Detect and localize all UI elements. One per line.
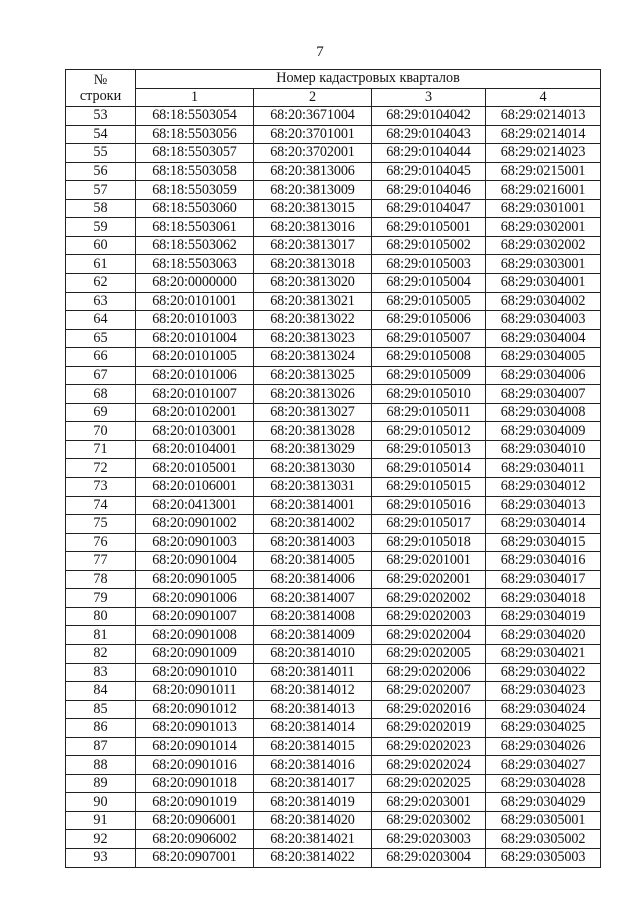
row-number-cell: 82 [66, 644, 136, 663]
cadastral-number-cell: 68:20:3814013 [254, 700, 372, 719]
row-number-cell: 62 [66, 274, 136, 293]
row-number-cell: 59 [66, 218, 136, 237]
table-row [66, 626, 601, 645]
cadastral-number-cell: 68:29:0305001 [486, 811, 601, 830]
table-row [66, 385, 601, 404]
row-number-cell: 63 [66, 292, 136, 311]
cadastral-number-cell: 68:29:0302001 [486, 218, 601, 237]
cadastral-number-cell: 68:20:3814001 [254, 496, 372, 515]
cadastral-number-cell: 68:20:3814019 [254, 793, 372, 812]
cadastral-number-cell: 68:20:3814021 [254, 830, 372, 849]
table-row [66, 848, 601, 867]
cadastral-number-cell: 68:20:0901006 [136, 589, 254, 608]
table-row [66, 440, 601, 459]
cadastral-number-cell: 68:29:0304012 [486, 478, 601, 497]
cadastral-number-cell: 68:20:0901014 [136, 737, 254, 756]
cadastral-number-cell: 68:29:0304011 [486, 459, 601, 478]
row-number-cell: 56 [66, 162, 136, 181]
cadastral-number-cell: 68:29:0304009 [486, 422, 601, 441]
cadastral-number-cell: 68:18:5503057 [136, 144, 254, 163]
table-row [66, 255, 601, 274]
cadastral-number-cell: 68:29:0105006 [372, 311, 486, 330]
cadastral-number-cell: 68:29:0303001 [486, 255, 601, 274]
cadastral-number-cell: 68:29:0214023 [486, 144, 601, 163]
row-number-cell: 66 [66, 348, 136, 367]
cadastral-number-cell: 68:20:3814017 [254, 774, 372, 793]
row-number-cell: 57 [66, 181, 136, 200]
table-body [66, 107, 601, 867]
cadastral-number-cell: 68:20:0101006 [136, 366, 254, 385]
cadastral-number-cell: 68:29:0304013 [486, 496, 601, 515]
cadastral-number-cell: 68:20:0104001 [136, 440, 254, 459]
table-row [66, 719, 601, 738]
row-number-cell: 77 [66, 552, 136, 571]
cadastral-number-cell: 68:18:5503062 [136, 236, 254, 255]
cadastral-number-cell: 68:29:0105014 [372, 459, 486, 478]
row-number-cell: 69 [66, 403, 136, 422]
cadastral-number-cell: 68:29:0105018 [372, 533, 486, 552]
cadastral-number-cell: 68:29:0202006 [372, 663, 486, 682]
cadastral-number-cell: 68:29:0203004 [372, 848, 486, 867]
cadastral-number-cell: 68:20:3813018 [254, 255, 372, 274]
row-number-cell: 81 [66, 626, 136, 645]
table-row [66, 774, 601, 793]
cadastral-number-cell: 68:20:3813006 [254, 162, 372, 181]
cadastral-number-cell: 68:29:0304005 [486, 348, 601, 367]
cadastral-number-cell: 68:20:3813025 [254, 366, 372, 385]
table-row [66, 552, 601, 571]
row-number-cell: 89 [66, 774, 136, 793]
cadastral-number-cell: 68:18:5503059 [136, 181, 254, 200]
cadastral-number-cell: 68:20:3701001 [254, 125, 372, 144]
cadastral-number-cell: 68:20:0105001 [136, 459, 254, 478]
cadastral-number-cell: 68:29:0202004 [372, 626, 486, 645]
row-number-cell: 91 [66, 811, 136, 830]
cadastral-number-cell: 68:20:3814015 [254, 737, 372, 756]
cadastral-number-cell: 68:20:3813029 [254, 440, 372, 459]
row-number-cell: 72 [66, 459, 136, 478]
cadastral-number-cell: 68:20:0413001 [136, 496, 254, 515]
cadastral-number-cell: 68:29:0304029 [486, 793, 601, 812]
column-header-2: 2 [254, 88, 372, 107]
cadastral-number-cell: 68:29:0105004 [372, 274, 486, 293]
cadastral-number-cell: 68:20:3813020 [254, 274, 372, 293]
table-row [66, 793, 601, 812]
cadastral-number-cell: 68:29:0202007 [372, 682, 486, 701]
cadastral-number-cell: 68:20:0901010 [136, 663, 254, 682]
row-number-cell: 76 [66, 533, 136, 552]
cadastral-number-cell: 68:20:3813030 [254, 459, 372, 478]
cadastral-number-cell: 68:29:0105009 [372, 366, 486, 385]
cadastral-number-cell: 68:20:0101004 [136, 329, 254, 348]
table-row [66, 292, 601, 311]
cadastral-number-cell: 68:29:0105005 [372, 292, 486, 311]
row-number-cell: 68 [66, 385, 136, 404]
row-number-cell: 79 [66, 589, 136, 608]
cadastral-number-cell: 68:29:0216001 [486, 181, 601, 200]
row-number-cell: 61 [66, 255, 136, 274]
cadastral-number-cell: 68:29:0304024 [486, 700, 601, 719]
cadastral-number-cell: 68:29:0105008 [372, 348, 486, 367]
row-number-cell: 90 [66, 793, 136, 812]
table-row [66, 107, 601, 126]
row-number-cell: 85 [66, 700, 136, 719]
table-row [66, 478, 601, 497]
cadastral-number-cell: 68:29:0104042 [372, 107, 486, 126]
cadastral-number-cell: 68:29:0304001 [486, 274, 601, 293]
cadastral-number-cell: 68:20:0106001 [136, 478, 254, 497]
cadastral-number-cell: 68:29:0305002 [486, 830, 601, 849]
cadastral-number-cell: 68:20:3813022 [254, 311, 372, 330]
cadastral-number-cell: 68:20:3813026 [254, 385, 372, 404]
table-row [66, 737, 601, 756]
cadastral-number-cell: 68:18:5503060 [136, 199, 254, 218]
row-number-cell: 55 [66, 144, 136, 163]
table-row [66, 366, 601, 385]
cadastral-number-cell: 68:29:0202002 [372, 589, 486, 608]
cadastral-number-cell: 68:18:5503056 [136, 125, 254, 144]
table-row [66, 236, 601, 255]
cadastral-number-cell: 68:29:0214013 [486, 107, 601, 126]
cadastral-number-cell: 68:29:0304018 [486, 589, 601, 608]
row-number-cell: 60 [66, 236, 136, 255]
cadastral-number-cell: 68:29:0304016 [486, 552, 601, 571]
row-number-cell: 92 [66, 830, 136, 849]
row-number-cell: 65 [66, 329, 136, 348]
row-number-cell: 75 [66, 515, 136, 534]
cadastral-number-cell: 68:20:3813023 [254, 329, 372, 348]
column-header-3: 3 [372, 88, 486, 107]
cadastral-number-cell: 68:29:0304006 [486, 366, 601, 385]
table-row [66, 830, 601, 849]
cadastral-number-cell: 68:20:0901011 [136, 682, 254, 701]
row-number-cell: 64 [66, 311, 136, 330]
cadastral-quarters-table [65, 69, 601, 868]
cadastral-number-cell: 68:20:0907001 [136, 848, 254, 867]
cadastral-number-cell: 68:20:3813031 [254, 478, 372, 497]
table-row [66, 570, 601, 589]
row-number-cell: 58 [66, 199, 136, 218]
table-row [66, 496, 601, 515]
cadastral-number-cell: 68:20:0901008 [136, 626, 254, 645]
row-number-cell: 70 [66, 422, 136, 441]
cadastral-number-cell: 68:29:0202025 [372, 774, 486, 793]
cadastral-number-cell: 68:20:0901012 [136, 700, 254, 719]
cadastral-number-cell: 68:29:0105001 [372, 218, 486, 237]
cadastral-number-cell: 68:29:0304007 [486, 385, 601, 404]
column-header-1: 1 [136, 88, 254, 107]
cadastral-number-cell: 68:29:0214014 [486, 125, 601, 144]
header-row-group [66, 70, 601, 89]
cadastral-number-cell: 68:29:0201001 [372, 552, 486, 571]
cadastral-number-cell: 68:20:3814011 [254, 663, 372, 682]
row-number-cell: 53 [66, 107, 136, 126]
cadastral-number-cell: 68:20:0906001 [136, 811, 254, 830]
cadastral-number-cell: 68:18:5503058 [136, 162, 254, 181]
table-row [66, 589, 601, 608]
cadastral-number-cell: 68:29:0304010 [486, 440, 601, 459]
table-row [66, 329, 601, 348]
cadastral-number-cell: 68:20:3813021 [254, 292, 372, 311]
table-row [66, 274, 601, 293]
cadastral-number-cell: 68:20:0000000 [136, 274, 254, 293]
table-row [66, 756, 601, 775]
cadastral-number-cell: 68:29:0105003 [372, 255, 486, 274]
cadastral-number-cell: 68:29:0202019 [372, 719, 486, 738]
column-header-4: 4 [486, 88, 601, 107]
table-row [66, 311, 601, 330]
cadastral-number-cell: 68:20:0901003 [136, 533, 254, 552]
cadastral-number-cell: 68:29:0104046 [372, 181, 486, 200]
table-row [66, 162, 601, 181]
table-row [66, 144, 601, 163]
row-number-cell: 86 [66, 719, 136, 738]
cadastral-number-cell: 68:29:0304028 [486, 774, 601, 793]
cadastral-number-cell: 68:20:0101001 [136, 292, 254, 311]
cadastral-number-cell: 68:29:0304015 [486, 533, 601, 552]
cadastral-number-cell: 68:20:3813027 [254, 403, 372, 422]
row-number-cell: 87 [66, 737, 136, 756]
cadastral-number-cell: 68:29:0304020 [486, 626, 601, 645]
cadastral-number-cell: 68:29:0202016 [372, 700, 486, 719]
cadastral-number-cell: 68:20:3813024 [254, 348, 372, 367]
cadastral-number-cell: 68:20:3814002 [254, 515, 372, 534]
row-number-cell: 83 [66, 663, 136, 682]
cadastral-number-cell: 68:29:0203003 [372, 830, 486, 849]
cadastral-number-cell: 68:29:0304019 [486, 607, 601, 626]
cadastral-number-cell: 68:29:0304008 [486, 403, 601, 422]
cadastral-number-cell: 68:29:0105013 [372, 440, 486, 459]
cadastral-number-cell: 68:20:0102001 [136, 403, 254, 422]
cadastral-number-cell: 68:20:3814005 [254, 552, 372, 571]
table-row [66, 811, 601, 830]
row-number-cell: 88 [66, 756, 136, 775]
row-number-cell: 74 [66, 496, 136, 515]
cadastral-number-cell: 68:29:0105015 [372, 478, 486, 497]
cadastral-number-cell: 68:29:0104044 [372, 144, 486, 163]
cadastral-numbers-group-header: Номер кадастровых кварталов [136, 70, 601, 89]
table-row [66, 682, 601, 701]
cadastral-number-cell: 68:29:0104045 [372, 162, 486, 181]
page-number: 7 [316, 44, 324, 60]
cadastral-number-cell: 68:29:0105016 [372, 496, 486, 515]
cadastral-number-cell: 68:20:3813015 [254, 199, 372, 218]
cadastral-number-cell: 68:29:0304023 [486, 682, 601, 701]
cadastral-number-cell: 68:29:0105011 [372, 403, 486, 422]
cadastral-number-cell: 68:29:0105012 [372, 422, 486, 441]
table-row [66, 199, 601, 218]
cadastral-number-cell: 68:29:0105010 [372, 385, 486, 404]
cadastral-number-cell: 68:29:0105017 [372, 515, 486, 534]
cadastral-number-cell: 68:20:0906002 [136, 830, 254, 849]
cadastral-number-cell: 68:20:3814006 [254, 570, 372, 589]
cadastral-number-cell: 68:20:0901019 [136, 793, 254, 812]
row-number-cell: 93 [66, 848, 136, 867]
cadastral-number-cell: 68:29:0304026 [486, 737, 601, 756]
table-row [66, 348, 601, 367]
row-number-cell: 71 [66, 440, 136, 459]
cadastral-number-cell: 68:20:3814007 [254, 589, 372, 608]
cadastral-number-cell: 68:20:3814012 [254, 682, 372, 701]
table-row [66, 459, 601, 478]
cadastral-number-cell: 68:29:0304025 [486, 719, 601, 738]
cadastral-number-cell: 68:29:0301001 [486, 199, 601, 218]
row-number-header-label: строки [79, 88, 122, 105]
cadastral-number-cell: 68:20:3814014 [254, 719, 372, 738]
cadastral-number-cell: 68:29:0304022 [486, 663, 601, 682]
cadastral-number-cell: 68:20:0901004 [136, 552, 254, 571]
cadastral-number-cell: 68:18:5503054 [136, 107, 254, 126]
cadastral-number-cell: 68:29:0202023 [372, 737, 486, 756]
cadastral-number-cell: 68:20:3702001 [254, 144, 372, 163]
table-row [66, 607, 601, 626]
table-row [66, 533, 601, 552]
table-row [66, 403, 601, 422]
cadastral-number-cell: 68:20:3814009 [254, 626, 372, 645]
cadastral-number-cell: 68:20:0901007 [136, 607, 254, 626]
cadastral-number-cell: 68:18:5503061 [136, 218, 254, 237]
cadastral-number-cell: 68:29:0305003 [486, 848, 601, 867]
cadastral-number-cell: 68:20:0101007 [136, 385, 254, 404]
cadastral-number-cell: 68:20:0901005 [136, 570, 254, 589]
cadastral-number-cell: 68:20:0901013 [136, 719, 254, 738]
table-header [66, 70, 601, 107]
cadastral-number-cell: 68:29:0304014 [486, 515, 601, 534]
cadastral-number-cell: 68:20:0901002 [136, 515, 254, 534]
cadastral-number-cell: 68:29:0215001 [486, 162, 601, 181]
cadastral-number-cell: 68:29:0203001 [372, 793, 486, 812]
table-row [66, 515, 601, 534]
cadastral-number-cell: 68:20:0101003 [136, 311, 254, 330]
cadastral-number-cell: 68:29:0105002 [372, 236, 486, 255]
cadastral-number-cell: 68:18:5503063 [136, 255, 254, 274]
cadastral-number-cell: 68:29:0105007 [372, 329, 486, 348]
cadastral-number-cell: 68:20:0901009 [136, 644, 254, 663]
table-row [66, 218, 601, 237]
cadastral-number-cell: 68:29:0304017 [486, 570, 601, 589]
cadastral-number-cell: 68:29:0202024 [372, 756, 486, 775]
table-row [66, 181, 601, 200]
cadastral-number-cell: 68:20:3671004 [254, 107, 372, 126]
row-number-cell: 54 [66, 125, 136, 144]
row-number-cell: 84 [66, 682, 136, 701]
cadastral-number-cell: 68:20:0101005 [136, 348, 254, 367]
cadastral-number-cell: 68:20:0901018 [136, 774, 254, 793]
cadastral-number-cell: 68:29:0304021 [486, 644, 601, 663]
header-row-columns [66, 88, 601, 107]
cadastral-number-cell: 68:29:0304004 [486, 329, 601, 348]
row-number-cell: 67 [66, 366, 136, 385]
table-row [66, 422, 601, 441]
cadastral-number-cell: 68:29:0304003 [486, 311, 601, 330]
table-row [66, 644, 601, 663]
cadastral-number-cell: 68:20:3813016 [254, 218, 372, 237]
table-row [66, 663, 601, 682]
cadastral-number-cell: 68:29:0302002 [486, 236, 601, 255]
cadastral-number-cell: 68:20:3814008 [254, 607, 372, 626]
cadastral-number-cell: 68:29:0304002 [486, 292, 601, 311]
cadastral-number-cell: 68:20:3814010 [254, 644, 372, 663]
cadastral-number-cell: 68:20:3813009 [254, 181, 372, 200]
row-number-cell: 78 [66, 570, 136, 589]
row-number-header [66, 70, 136, 107]
cadastral-number-cell: 68:29:0202005 [372, 644, 486, 663]
cadastral-number-cell: 68:29:0304027 [486, 756, 601, 775]
cadastral-number-cell: 68:29:0104043 [372, 125, 486, 144]
cadastral-number-cell: 68:20:0103001 [136, 422, 254, 441]
cadastral-number-cell: 68:20:3814003 [254, 533, 372, 552]
row-number-header-symbol: № [93, 72, 108, 89]
cadastral-number-cell: 68:20:3814022 [254, 848, 372, 867]
table-row [66, 125, 601, 144]
cadastral-number-cell: 68:29:0203002 [372, 811, 486, 830]
row-number-cell: 80 [66, 607, 136, 626]
cadastral-number-cell: 68:20:3814020 [254, 811, 372, 830]
table-row [66, 700, 601, 719]
cadastral-number-cell: 68:20:3813017 [254, 236, 372, 255]
row-number-cell: 73 [66, 478, 136, 497]
cadastral-number-cell: 68:29:0104047 [372, 199, 486, 218]
cadastral-number-cell: 68:29:0202003 [372, 607, 486, 626]
cadastral-number-cell: 68:20:3814016 [254, 756, 372, 775]
cadastral-number-cell: 68:20:3813028 [254, 422, 372, 441]
cadastral-number-cell: 68:20:0901016 [136, 756, 254, 775]
cadastral-number-cell: 68:29:0202001 [372, 570, 486, 589]
